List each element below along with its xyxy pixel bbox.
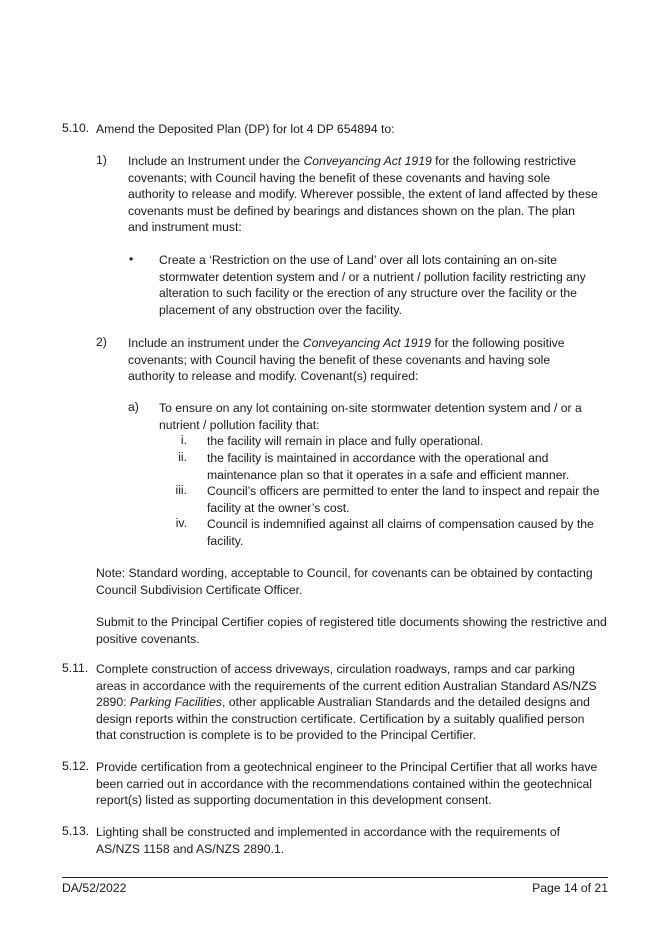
item-2-text: Include an instrument under the Conveyancing Act 1919 for the following positive covenants; with Council having the benefit of these covenants and having sole authority to release and modify. Covenant(s) required:: [128, 336, 565, 384]
sub-item-a-number: a): [128, 400, 139, 414]
act-name: Conveyancing Act 1919: [303, 154, 432, 168]
roman-i-number: i.: [180, 433, 187, 447]
clause-number-5-10: 5.10.: [62, 121, 90, 135]
footer-page-number: Page 14 of 21: [532, 881, 608, 895]
roman-iv-text: Council is indemnified against all claims of compensation caused by the facility.: [207, 517, 594, 548]
footer-rule: [62, 877, 608, 878]
item-1-number: 1): [96, 153, 107, 167]
bullet: •: [129, 252, 134, 266]
standard-title: Parking Facilities: [129, 695, 223, 710]
clause-number-5-13: 5.13.: [62, 824, 90, 838]
footer-reference: DA/52/2022: [62, 881, 127, 895]
clause-5-13-text: Lighting shall be constructed and implemented in accordance with the requirements of AS/NZS 1158 and AS/NZS 2890.1.: [96, 825, 561, 856]
sub-item-a-text: To ensure on any lot containing on-site stormwater detention system and / or a nutrient / pollution facility that:: [159, 401, 582, 432]
item-2-number: 2): [96, 335, 107, 349]
roman-iv-number: iv.: [175, 516, 187, 530]
clause-5-11-text: Complete construction of access driveways, circulation roadways, ramps and car parking areas in accordance with the requirements of the current edition Australian Standard AS/NZS 2890: Parking Facilities, other applicable Australian Standards and the detailed designs and design reports within the construction certificate. Certification by a suitably qualified person that construction is complete is to be provided to the Principal Certifier.: [96, 662, 597, 743]
roman-ii-number: ii.: [178, 450, 187, 464]
clause-5-10-text: Amend the Deposited Plan (DP) for lot 4 DP 654894 to:: [96, 122, 395, 136]
clause-5-12-text: Provide certification from a geotechnical engineer to the Principal Certifier that all works have been carried out in accordance with the recommendations contained within the geotechnical report(s) listed as supporting documentation in this development consent.: [96, 760, 598, 808]
roman-i-text: the facility will remain in place and fully operational.: [207, 434, 484, 448]
clause-number-5-11: 5.11.: [62, 661, 89, 675]
roman-iii-number: iii.: [175, 483, 187, 497]
item-1-text: Include an Instrument under the Conveyancing Act 1919 for the following restrictive covenants; with Council having the benefit of these covenants and having sole authority to release and modify. Wherever possible, the extent of land affected by these covenants must be defined by bearings and distances shown on the plan. The plan and instrument must:: [128, 154, 598, 235]
note-text: Note: Standard wording, acceptable to Council, for covenants can be obtained by contacting Council Subdivision Certificate Officer.: [96, 566, 593, 597]
bullet-text: Create a ‘Restriction on the use of Land’ over all lots containing an on-site stormwater detention system and / or a nutrient / pollution facility restricting any alteration to such facility or the erection of any structure over the facility or the placement of any obstruction over the facility.: [159, 253, 586, 317]
roman-ii-text: the facility is maintained in accordance with the operational and maintenance plan so that it operates in a safe and efficient manner.: [207, 451, 570, 482]
roman-iii-text: Council’s officers are permitted to enter the land to inspect and repair the facility at the owner’s cost.: [207, 484, 600, 515]
clause-number-5-12: 5.12.: [62, 759, 90, 773]
submit-text: Submit to the Principal Certifier copies of registered title documents showing the restrictive and positive covenants.: [96, 615, 607, 646]
act-name: Conveyancing Act 1919: [302, 336, 432, 350]
